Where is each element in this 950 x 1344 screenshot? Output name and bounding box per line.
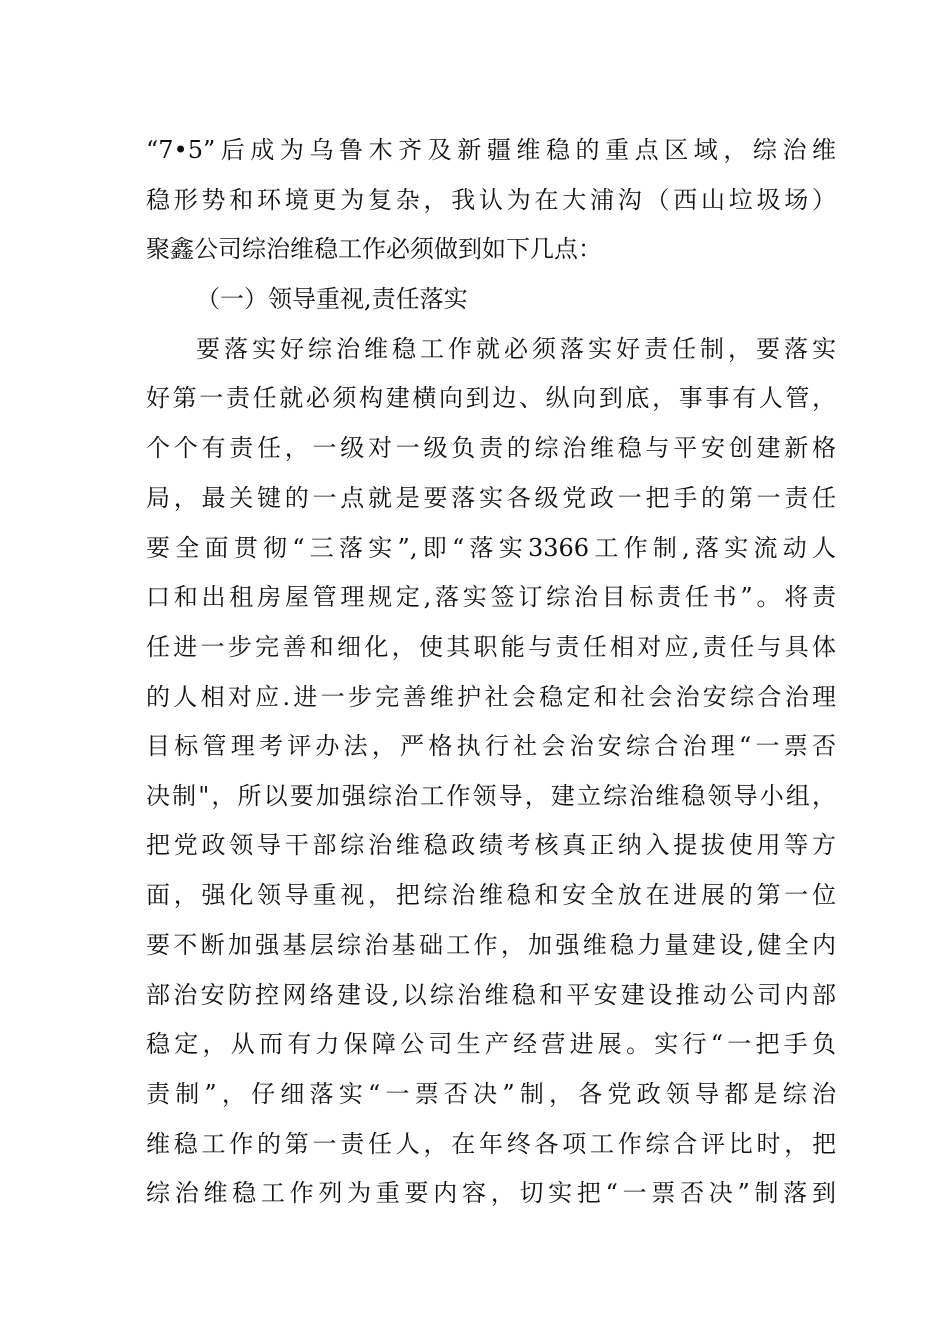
paragraph-line: 的人相对应.进一步完善维护社会稳定和社会治安综合治理 (146, 683, 836, 711)
paragraph-line: 责制”，仔细落实“一票否决”制，各党政领导都是综治 (146, 1080, 836, 1108)
paragraph-line: 综治维稳工作列为重要内容，切实把“一票否决”制落到 (146, 1179, 836, 1207)
paragraph-line: 稳形势和环境更为复杂，我认为在大浦沟（西山垃圾场） (146, 186, 836, 214)
paragraph-line: 目标管理考评办法，严格执行社会治安综合治理“一票否 (146, 732, 836, 760)
paragraph-line: 要全面贯彻“三落实”,即“落实3366工作制,落实流动人 (146, 534, 836, 562)
paragraph-line: 决制"，所以要加强综治工作领导，建立综治维稳领导小组， (146, 782, 836, 810)
paragraph-line: 个个有责任，一级对一级负责的综治维稳与平安创建新格 (146, 434, 836, 462)
paragraph-line: 部治安防控网络建设,以综治维稳和平安建设推动公司内部 (146, 981, 836, 1009)
paragraph-line: 要落实好综治维稳工作就必须落实好责任制，要落实 (196, 335, 836, 363)
paragraph-line: 聚鑫公司综治维稳工作必须做到如下几点： (146, 235, 602, 263)
paragraph-line: “7•5”后成为乌鲁木齐及新疆维稳的重点区域，综治维 (146, 136, 836, 164)
paragraph-line: 稳定，从而有力保障公司生产经营进展。实行“一把手负 (146, 1030, 836, 1058)
paragraph-line: 任进一步完善和细化，使其职能与责任相对应,责任与具体 (146, 633, 836, 661)
paragraph-line: 维稳工作的第一责任人，在年终各项工作综合评比时，把 (146, 1130, 836, 1158)
paragraph-line: 局，最关键的一点就是要落实各级党政一把手的第一责任 (146, 484, 836, 512)
section-heading: （一）领导重视,责任落实 (196, 285, 468, 313)
paragraph-line: 好第一责任就必须构建横向到边、纵向到底，事事有人管， (146, 384, 836, 412)
paragraph-line: 把党政领导干部综治维稳政绩考核真正纳入提拔使用等方 (146, 831, 836, 859)
paragraph-line: 要不断加强基层综治基础工作，加强维稳力量建设,健全内 (146, 931, 836, 959)
paragraph-line: 面，强化领导重视，把综治维稳和安全放在进展的第一位 (146, 881, 836, 909)
paragraph-line: 口和出租房屋管理规定,落实签订综治目标责任书”。将责 (146, 583, 836, 611)
